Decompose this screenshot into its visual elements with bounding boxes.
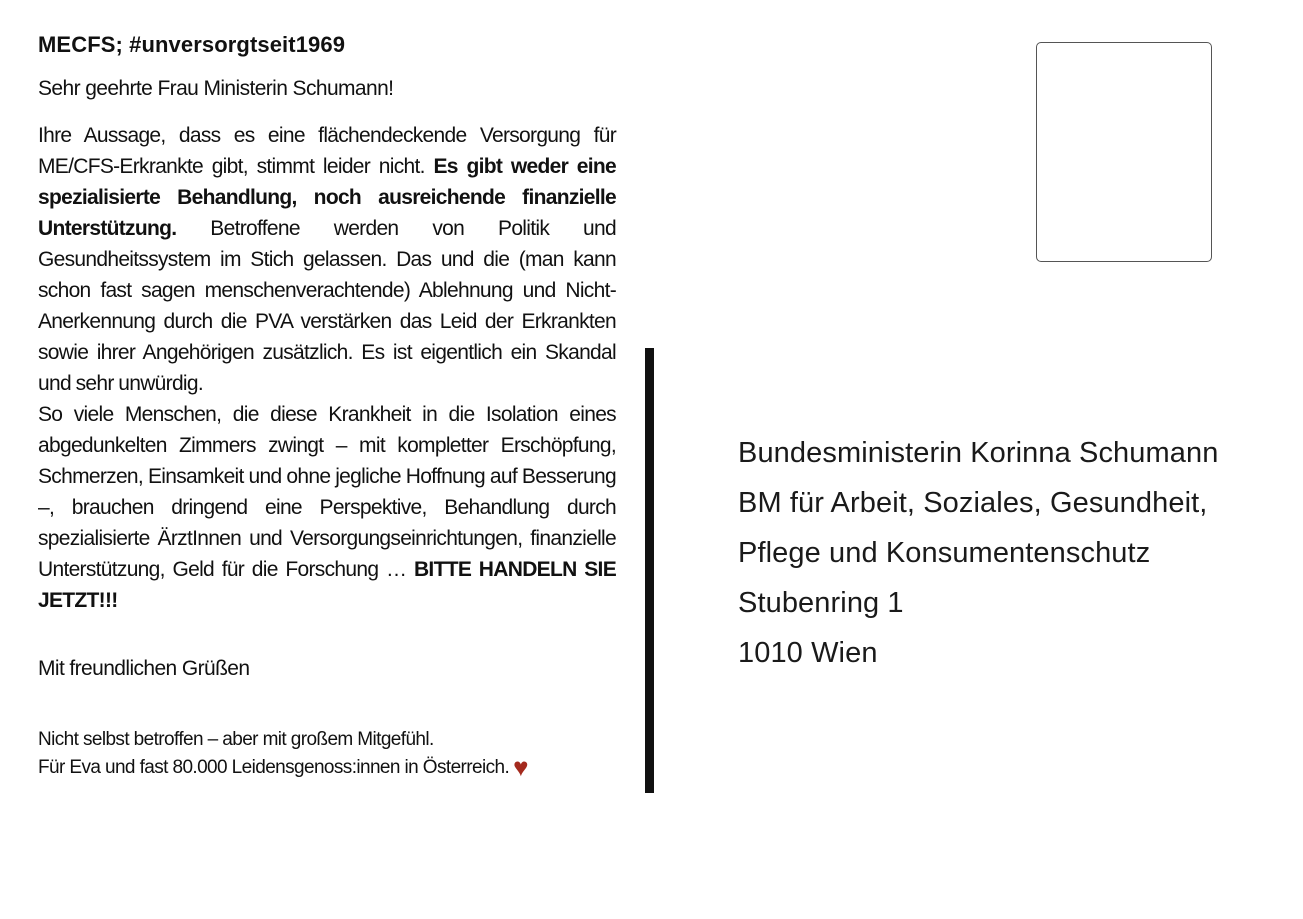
call-to-action: BITTE HANDELN SIE JETZT!!! [38, 558, 616, 612]
footer-line-two [38, 754, 616, 782]
heart-icon: ♥ [513, 752, 528, 782]
paragraph-one-text-b: Betroffene werden von Politik und Gesundheitssystem im Stich gelassen. Das und die (man kann schon fast sagen menschenverachtende) Ablehnung und Nicht-Anerkennung durch die PVA verstärken das Leid der Erkrankten sowie ihrer Angehörigen zusätzlich. Es ist eigentlich ein Skandal und sehr unwürdig. [38, 217, 616, 395]
footer-note [38, 726, 616, 782]
address-line-street: Stubenring 1 [738, 587, 904, 619]
message-section [38, 30, 616, 782]
address-line-city: 1010 Wien [738, 637, 878, 669]
message-body [38, 120, 616, 616]
footer-line-two-text: Für Eva und fast 80.000 Leidensgenoss:innen in Österreich. [38, 757, 510, 778]
address-line-recipient: Bundesministerin Korinna Schumann [738, 437, 1219, 469]
divider-bar [645, 348, 654, 793]
paragraph-one-bold: Es gibt weder eine spezialisierte Behandlung, noch ausreichende finanzielle Unterstützung. [38, 155, 616, 240]
paragraph-two-text: So viele Menschen, die diese Krankheit in die Isolation eines abgedunkelten Zimmers zwingt – mit kompletter Erschöpfung, Schmerzen, Einsamkeit und ohne jegliche Hoffnung auf Besserung –, brauchen dringend eine Perspektive, Behandlung durch spezialisierte ÄrztInnen und Versorgungseinrichtungen, finanzielle Unterstützung, Geld für die Forschung … [38, 403, 616, 581]
recipient-address [738, 428, 1278, 678]
address-line-ministry-cont: Pflege und Konsumentenschutz [738, 537, 1151, 569]
stamp-box [1036, 42, 1212, 262]
footer-line-one: Nicht selbst betroffen – aber mit großem Mitgefühl. [38, 729, 434, 750]
closing-greeting: Mit freundlichen Grüßen [38, 657, 250, 680]
paragraph-two [38, 399, 616, 616]
address-line-ministry: BM für Arbeit, Soziales, Gesundheit, [738, 487, 1208, 519]
salutation: Sehr geehrte Frau Ministerin Schumann! [38, 77, 394, 100]
paragraph-one-text-a: Ihre Aussage, dass es eine flächendeckende Versorgung für ME/CFS-Erkrankte gibt, stimmt leider nicht. [38, 124, 616, 178]
paragraph-one [38, 120, 616, 399]
card-heading: MECFS; #unversorgtseit1969 [38, 32, 346, 57]
